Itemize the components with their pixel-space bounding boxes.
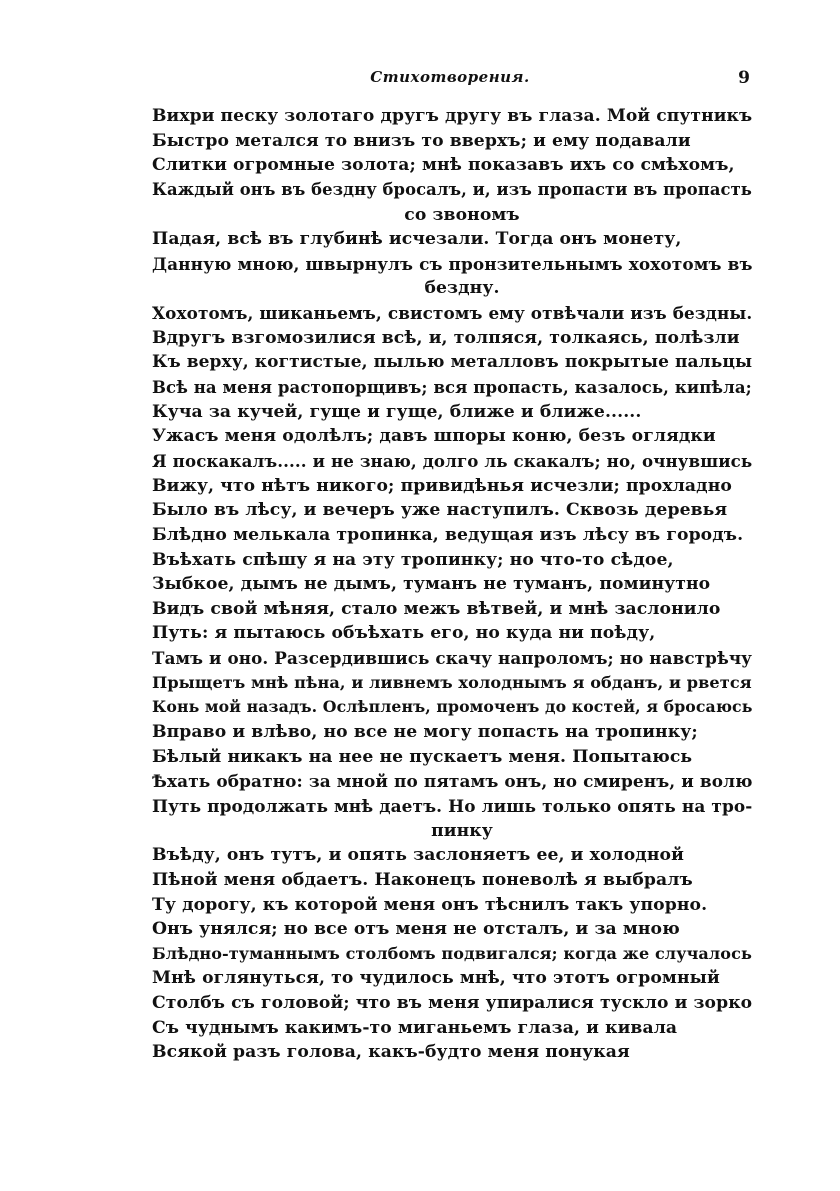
poem-line: Всѣ на меня растопорщивъ; вся пропасть, казалось, кипѣла; [152, 377, 752, 398]
poem-line: Вихри песку золотаго другъ другу въ глаза. Мой спутникъ [152, 106, 753, 126]
poem-line: Конь мой назадъ. Ослѣпленъ, промоченъ до костей, я бросаюсь [152, 697, 753, 717]
running-head [150, 68, 750, 92]
poem-line: Вправо и влѣво, но все не могу попасть на тропинку; [152, 722, 698, 743]
poem-line: Каждый онъ въ бездну бросалъ, и, изъ пропасти въ пропасть [152, 179, 752, 199]
poem-line: Блѣдно мелькала тропинка, ведущая изъ лѣсу въ городъ. [152, 524, 744, 545]
poem-line: Блѣдно-туманнымъ столбомъ подвигался; когда же случалось [152, 943, 752, 963]
poem-line: Зыбкое, дымъ не дымъ, туманъ не туманъ, поминутно [152, 574, 711, 595]
poem-line: Тамъ и оно. Разсердившись скачу напроломъ; но навстрѣчу [152, 648, 753, 669]
poem-line: Мнѣ оглянуться, то чудилось мнѣ, что этотъ огромный [152, 968, 720, 989]
poem-line: Вдругъ взгомозилися всѣ, и, толпяся, толкаясь, полѣзли [152, 327, 740, 348]
poem-line: Путь: я пытаюсь объѣхать его, но куда ни поѣду, [152, 623, 656, 644]
poem-line-carryover: со звономъ [404, 204, 520, 225]
poem-line: Видъ свой мѣняя, стало межъ вѣтвей, и мнѣ заслонило [152, 598, 721, 619]
poem-line: Ѣхать обратно: за мной по пятамъ онъ, но смиренъ, и волю [152, 771, 753, 792]
poem-line: Всякой разъ голова, какъ-будто меня понукая [152, 1042, 630, 1063]
poem-line: Слитки огромные золота; мнѣ показавъ ихъ со смѣхомъ, [152, 155, 735, 176]
page-number: 9 [738, 68, 750, 88]
poem-line: Въѣхать спѣшу я на эту тропинку; но что-то сѣдое, [152, 549, 674, 570]
poem-line: Ужасъ меня одолѣлъ; давъ шпоры коню, безъ оглядки [152, 426, 716, 447]
poem-line: Съ чуднымъ какимъ-то миганьемъ глаза, и кивала [152, 1017, 678, 1038]
poem-line: Падая, всѣ въ глубинѣ исчезали. Тогда онъ монету, [152, 229, 682, 250]
poem-line: Данную мною, швырнулъ съ пронзительнымъ хохотомъ въ [152, 253, 753, 274]
poem-line: Было въ лѣсу, и вечеръ уже наступилъ. Сквозь деревья [152, 500, 728, 521]
poem-line: Хохотомъ, шиканьемъ, свистомъ ему отвѣчали изъ бездны. [152, 303, 753, 324]
poem-line: Пѣной меня обдаетъ. Наконецъ поневолѣ я выбралъ [152, 869, 693, 890]
poem-line: Я поскакалъ..... и не знаю, долго ль скакалъ; но, очнувшись [152, 450, 753, 471]
poem-line: Къ верху, когтистые, пылью металловъ покрытые пальцы [152, 352, 753, 373]
poem-line: Быстро метался то внизъ то вверхъ; и ему подавали [152, 130, 691, 151]
poem-line: Путь продолжать мнѣ даетъ. Но лишь только опять на тро- [152, 795, 753, 816]
poem-line: Ту дорогу, къ которой меня онъ тѣснилъ такъ упорно. [152, 894, 708, 915]
running-title: Стихотворения. [370, 68, 530, 86]
poem-line: Вижу, что нѣтъ никого; привидѣнья исчезли; прохладно [152, 475, 732, 496]
poem-line-carryover: пинку [431, 820, 493, 841]
poem-line: Прыщетъ мнѣ пѣна, и ливнемъ холоднымъ я обданъ, и рвется [152, 672, 752, 692]
poem-line: Куча за кучей, гуще и гуще, ближе и ближе...... [152, 401, 642, 422]
poem-text [152, 104, 752, 1065]
poem-line: Столбъ съ головой; что въ меня упиралися тускло и зорко [152, 993, 753, 1014]
poem-line-carryover: бездну. [424, 278, 500, 299]
poem-line: Онъ унялся; но все отъ меня не отсталъ, и за мною [152, 919, 680, 940]
poem-line: Въѣду, онъ тутъ, и опять заслоняетъ ее, и холодной [152, 845, 684, 866]
poem-line: Бѣлый никакъ на нее не пускаетъ меня. Попытаюсь [152, 746, 693, 767]
